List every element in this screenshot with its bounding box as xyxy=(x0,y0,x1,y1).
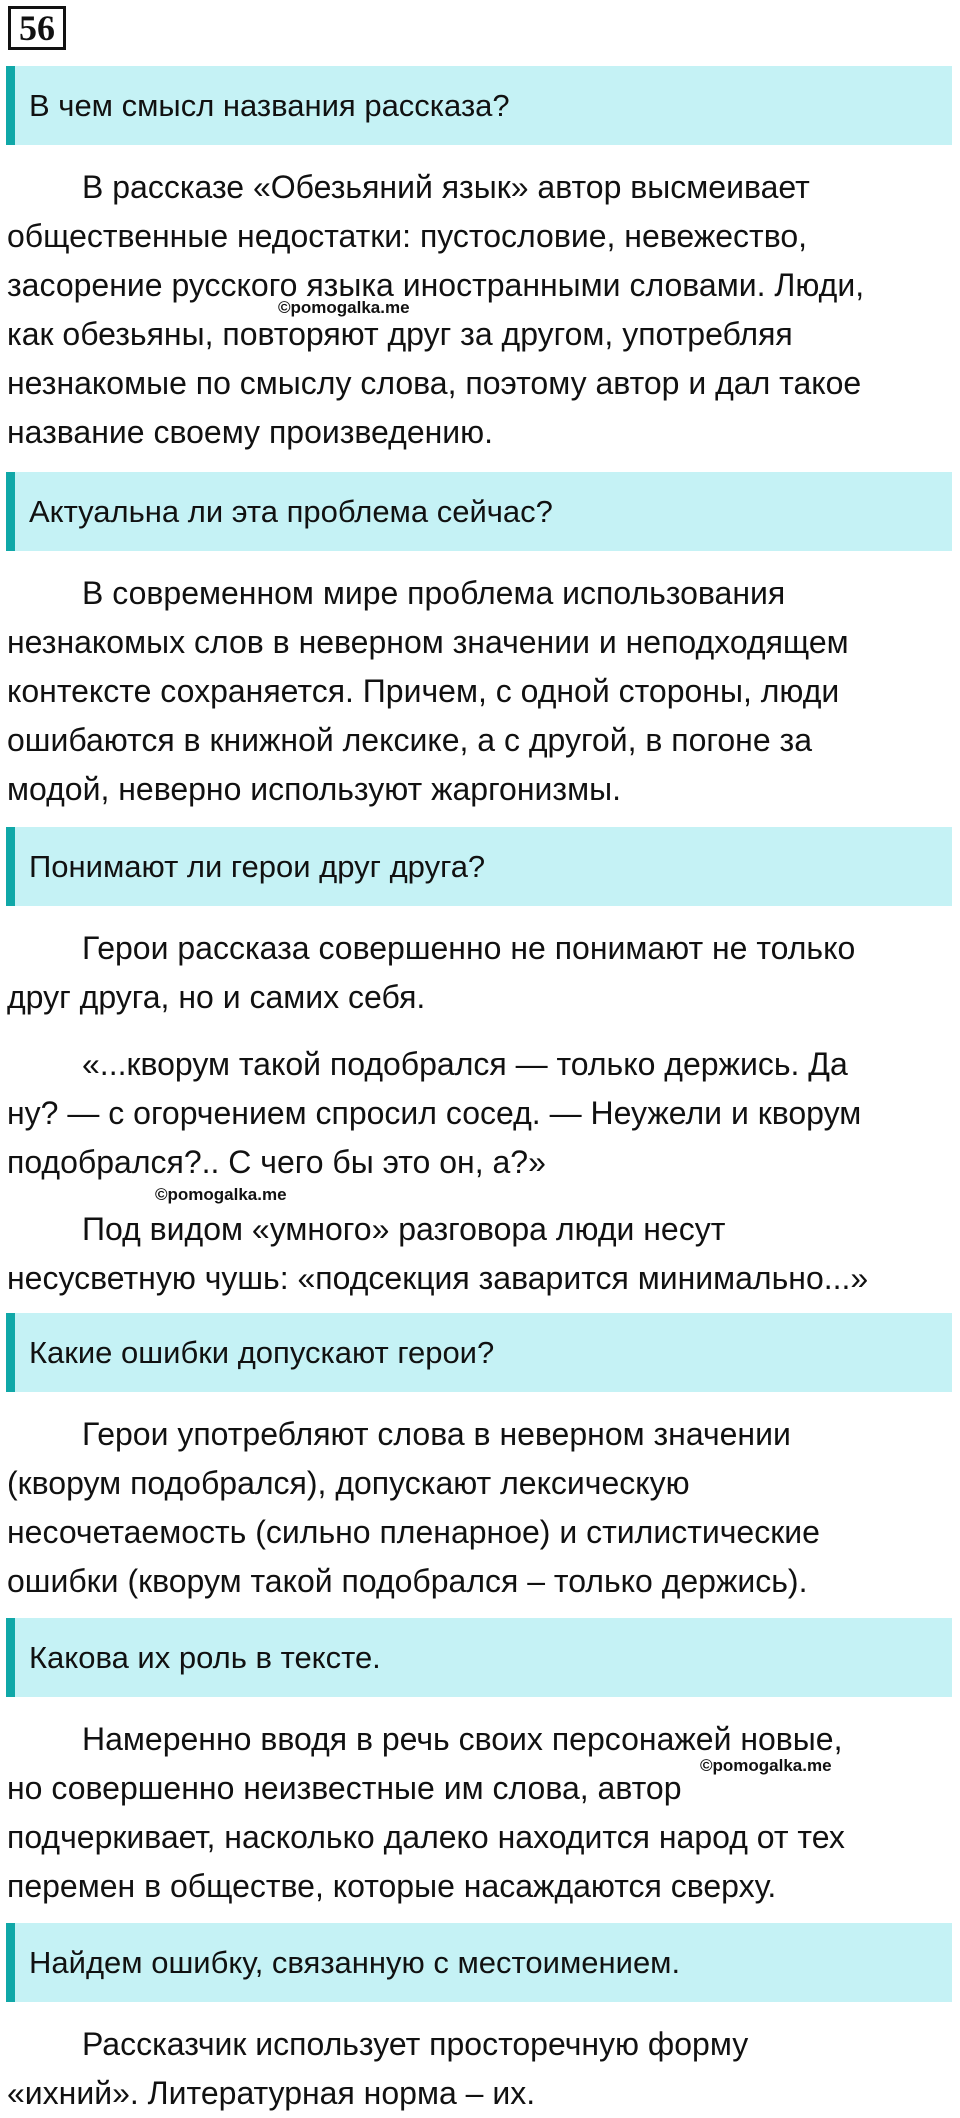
question-heading: Какова их роль в тексте. xyxy=(6,1618,952,1697)
text-line: модой, неверно используют жаргонизмы. xyxy=(7,771,621,807)
watermark: ©pomogalka.me xyxy=(700,1756,832,1775)
text-line: Герои употребляют слова в неверном значении xyxy=(82,1416,791,1452)
text-line: несочетаемость (сильно пленарное) и стилистические xyxy=(7,1514,820,1550)
text-line: незнакомых слов в неверном значении и неподходящем xyxy=(7,624,849,660)
text-line: В современном мире проблема использования xyxy=(82,575,786,611)
text-line: ну? — с огорчением спросил сосед. — Неужели и кворум xyxy=(7,1095,862,1131)
text-line: общественные недостатки: пустословие, невежество, xyxy=(7,218,808,254)
text-line: Намеренно вводя в речь своих персонажей новые, xyxy=(82,1721,843,1757)
section-title-meaning xyxy=(0,66,960,457)
answer-paragraph xyxy=(0,1205,947,1303)
section-mistakes xyxy=(0,1313,960,1606)
answer-paragraph xyxy=(0,1410,947,1606)
text-line: подчеркивает, насколько далеко находится народ от тех xyxy=(7,1819,845,1855)
text-line: подобрался?.. С чего бы это он, а?» xyxy=(7,1144,546,1180)
text-line: контексте сохраняется. Причем, с одной стороны, люди xyxy=(7,673,840,709)
answer-paragraph xyxy=(0,1715,947,1911)
text-line: Под видом «умного» разговора люди несут xyxy=(82,1211,726,1247)
text-line: незнакомые по смыслу слова, поэтому автор и дал такое xyxy=(7,365,862,401)
text-line: «...кворум такой подобрался — только держись. Да xyxy=(82,1046,848,1082)
text-line: перемен в обществе, которые насаждаются сверху. xyxy=(7,1868,777,1904)
task-number-box: 56 xyxy=(8,6,66,50)
watermark: ©pomogalka.me xyxy=(278,298,410,317)
quote-paragraph xyxy=(0,1040,947,1187)
text-line: (кворум подобрался), допускают лексическую xyxy=(7,1465,690,1501)
question-heading: Какие ошибки допускают герои? xyxy=(6,1313,952,1392)
answer-paragraph xyxy=(0,924,947,1022)
text-line: ошибки (кворум такой подобрался – только держись). xyxy=(7,1563,808,1599)
question-heading: Понимают ли герои друг друга? xyxy=(6,827,952,906)
section-pronoun xyxy=(0,1923,960,2118)
text-line: как обезьяны, повторяют друг за другом, употребляя xyxy=(7,316,793,352)
text-line: название своему произведению. xyxy=(7,414,494,450)
answer-paragraph xyxy=(0,2020,947,2118)
section-understanding xyxy=(0,827,960,1303)
text-line: но совершенно неизвестные им слова, автор xyxy=(7,1770,682,1806)
answer-paragraph xyxy=(0,569,947,814)
question-heading: Актуальна ли эта проблема сейчас? xyxy=(6,472,952,551)
watermark: ©pomogalka.me xyxy=(155,1185,287,1204)
text-line: Герои рассказа совершенно не понимают не только xyxy=(82,930,856,966)
text-line: засорение русского языка иностранными словами. Люди, xyxy=(7,267,865,303)
question-heading: Найдем ошибку, связанную с местоимением. xyxy=(6,1923,952,2002)
text-line: В рассказе «Обезьяний язык» автор высмеивает xyxy=(82,169,810,205)
question-heading: В чем смысл названия рассказа? xyxy=(6,66,952,145)
section-relevance xyxy=(0,472,960,814)
text-line: ошибаются в книжной лексике, а с другой, в погоне за xyxy=(7,722,812,758)
text-line: «ихний». Литературная норма – их. xyxy=(7,2075,536,2111)
answer-paragraph xyxy=(0,163,947,457)
text-line: друг друга, но и самих себя. xyxy=(7,979,426,1015)
text-line: Рассказчик использует просторечную форму xyxy=(82,2026,749,2062)
text-line: несусветную чушь: «подсекция заварится минимально...» xyxy=(7,1260,869,1296)
